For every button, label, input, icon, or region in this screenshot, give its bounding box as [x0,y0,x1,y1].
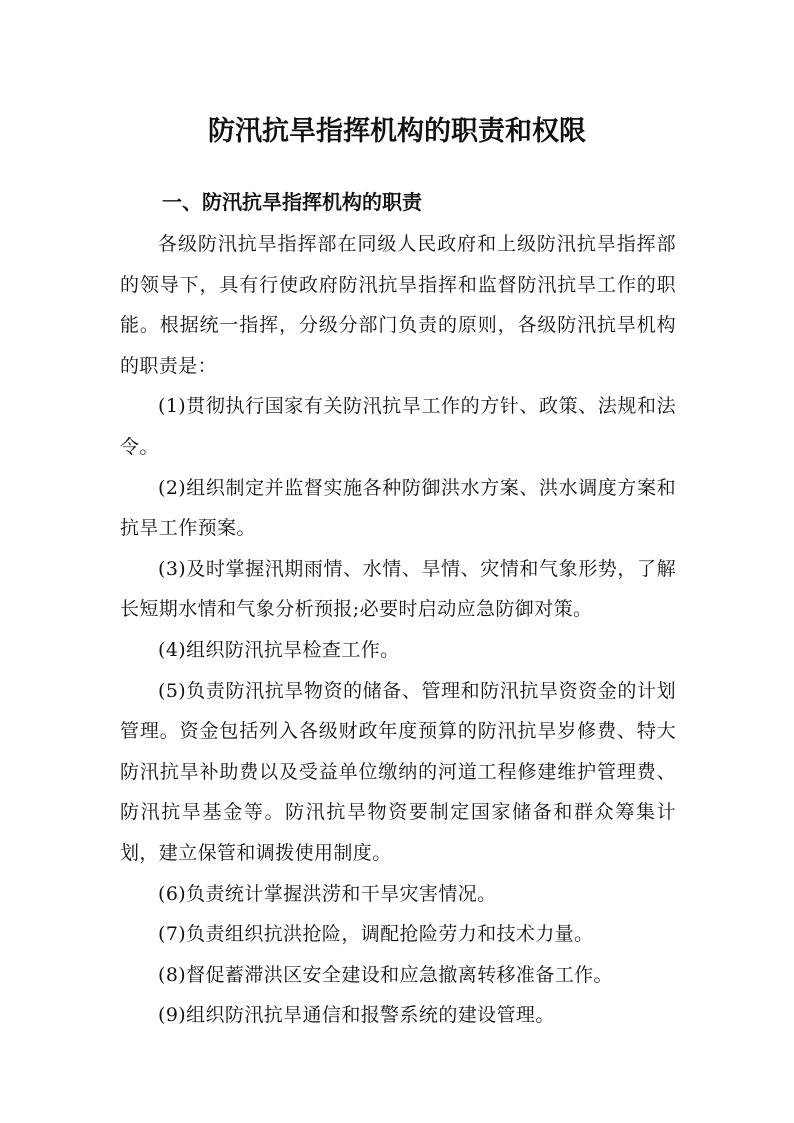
paragraph-item-3: (3)及时掌握汛期雨情、水情、旱情、灾情和气象形势，了解长短期水情和气象分析预报;必要时启动应急防御对策。 [120,557,676,621]
paragraph-item-5: (5)负责防汛抗旱物资的储备、管理和防汛抗旱资资金的计划管理。资金包括列入各级财政年度预算的防汛抗旱岁修费、特大防汛抗旱补助费以及受益单位缴纳的河道工程修建维护管理费、防汛抗旱基金等。防汛抗旱物资要制定国家储备和群众筹集计划，建立保管和调拨使用制度。 [120,679,676,864]
document-body [120,224,676,1036]
paragraph-intro: 各级防汛抗旱指挥部在同级人民政府和上级防汛抗旱指挥部的领导下，具有行使政府防汛抗旱指挥和监督防汛抗旱工作的职能。根据统一指挥，分级分部门负责的原则，各级防汛抗旱机构的职责是： [120,233,676,377]
paragraph-item-7: (7)负责组织抗洪抢险，调配抢险劳力和技术力量。 [158,923,594,946]
paragraph-item-4: (4)组织防汛抗旱检查工作。 [158,638,400,661]
paragraph-item-9: (9)组织防汛抗旱通信和报警系统的建设管理。 [158,1004,555,1027]
section-heading: 一、防汛抗旱指挥机构的职责 [162,190,422,214]
paragraph-item-2: (2)组织制定并监督实施各种防御洪水方案、洪水调度方案和抗旱工作预案。 [120,476,676,540]
paragraph-item-6: (6)负责统计掌握洪涝和干旱灾害情况。 [158,882,497,905]
document-title: 防汛抗旱指挥机构的职责和权限 [208,116,586,147]
paragraph-item-1: (1)贯彻执行国家有关防汛抗旱工作的方针、政策、法规和法令。 [120,395,676,458]
paragraph-item-8: (8)督促蓄滞洪区安全建设和应急撤离转移准备工作。 [158,963,613,986]
